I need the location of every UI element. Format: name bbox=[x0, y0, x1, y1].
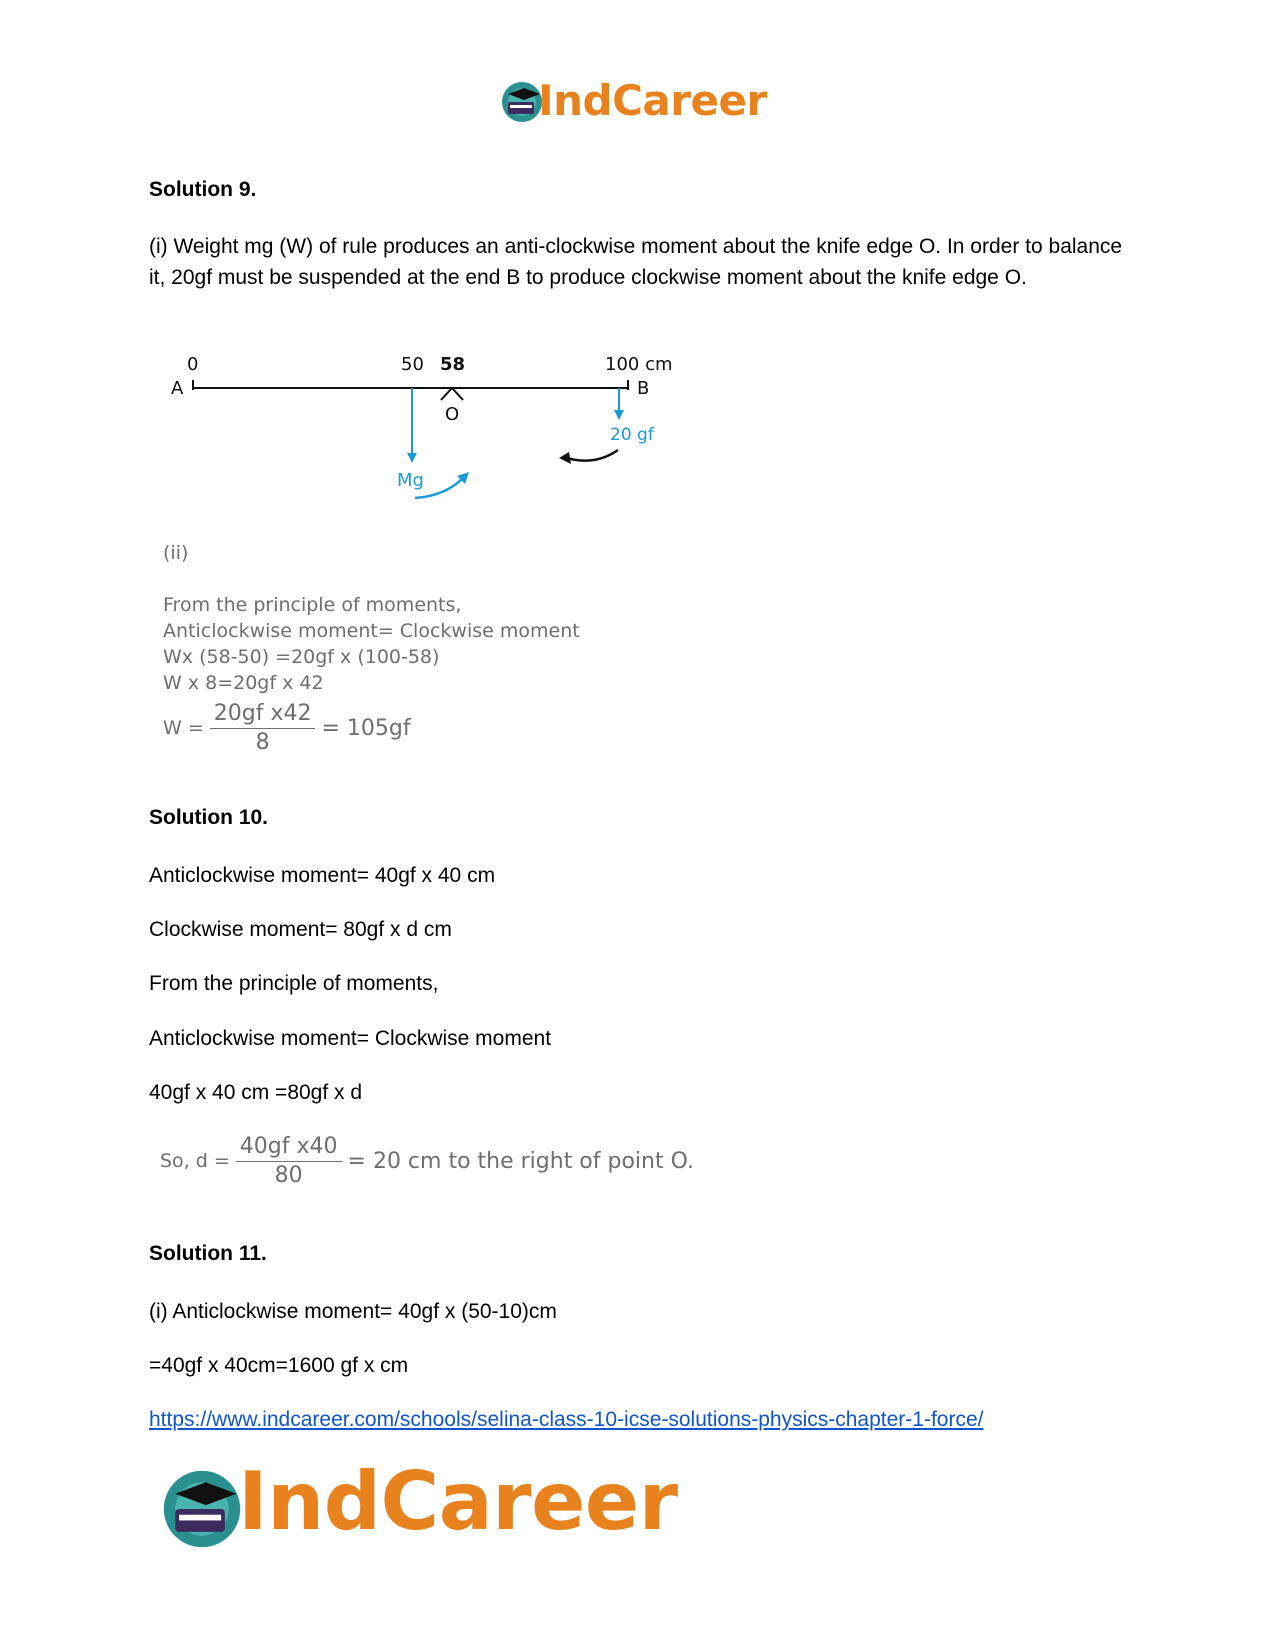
sol10-eq-rhs: = 20 cm to the right of point O. bbox=[347, 1149, 695, 1174]
label-0: 0 bbox=[187, 354, 199, 375]
source-link[interactable]: https://www.indcareer.com/schools/selina-class-10-icse-solutions-physics-chapter-1-force/ bbox=[149, 1408, 984, 1431]
solution-9-heading: Solution 9. bbox=[149, 178, 257, 201]
part-ii-label: (ii) bbox=[163, 542, 189, 564]
label-100cm: 100 cm bbox=[605, 354, 673, 375]
sol9-fraction bbox=[210, 700, 316, 757]
graduation-globe-icon bbox=[160, 1467, 244, 1551]
sol9-denominator: 8 bbox=[255, 730, 270, 755]
solution-9-paragraph: (i) Weight mg (W) of rule produces an anti-clockwise moment about the knife edge O. In order to balance it, 20gf must be suspended at the end B to produce clockwise moment about the knife edge O. bbox=[149, 235, 1123, 289]
indcareer-logo-top bbox=[500, 78, 790, 130]
sol10-equation bbox=[160, 1133, 694, 1190]
sol9-eq-rhs: = 105gf bbox=[321, 716, 411, 741]
sol9-line-2: Anticlockwise moment= Clockwise moment bbox=[163, 620, 580, 642]
label-A: A bbox=[171, 378, 184, 399]
sol9-line-1: From the principle of moments, bbox=[163, 594, 462, 616]
sol10-line-2: Clockwise moment= 80gf x d cm bbox=[149, 918, 452, 941]
sol10-line-5: 40gf x 40 cm =80gf x d bbox=[149, 1081, 363, 1104]
label-20gf: 20 gf bbox=[610, 425, 654, 445]
label-Mg: Mg bbox=[397, 470, 424, 491]
label-58: 58 bbox=[440, 354, 466, 375]
brand-name: IndCareer bbox=[538, 76, 767, 125]
sol9-line-3: Wx (58-50) =20gf x (100-58) bbox=[163, 646, 440, 668]
sol10-line-4: Anticlockwise moment= Clockwise moment bbox=[149, 1027, 552, 1050]
sol9-numerator: 20gf x42 bbox=[210, 700, 316, 729]
sol11-line-1: (i) Anticlockwise moment= 40gf x (50-10)cm bbox=[149, 1300, 557, 1323]
sol10-numerator: 40gf x40 bbox=[236, 1133, 342, 1162]
solution-11-heading: Solution 11. bbox=[149, 1242, 267, 1265]
sol10-eq-lhs: So, d = bbox=[160, 1150, 230, 1172]
lever-diagram bbox=[165, 350, 705, 530]
sol9-equation bbox=[163, 700, 411, 757]
sol10-fraction bbox=[236, 1133, 342, 1190]
sol11-line-2: =40gf x 40cm=1600 gf x cm bbox=[149, 1354, 409, 1377]
sol10-denominator: 80 bbox=[274, 1163, 303, 1188]
solution-10-heading: Solution 10. bbox=[149, 806, 269, 829]
sol9-line-4: W x 8=20gf x 42 bbox=[163, 672, 324, 694]
sol10-line-1: Anticlockwise moment= 40gf x 40 cm bbox=[149, 864, 496, 887]
label-50: 50 bbox=[401, 354, 424, 375]
indcareer-logo-bottom bbox=[160, 1455, 700, 1563]
sol10-line-3: From the principle of moments, bbox=[149, 972, 439, 995]
label-O: O bbox=[445, 404, 460, 425]
knife-edge bbox=[441, 388, 463, 400]
label-B: B bbox=[637, 378, 650, 399]
clockwise-arrow bbox=[567, 450, 618, 461]
brand-name-large: IndCareer bbox=[238, 1455, 678, 1548]
sol9-eq-lhs: W = bbox=[163, 717, 204, 739]
